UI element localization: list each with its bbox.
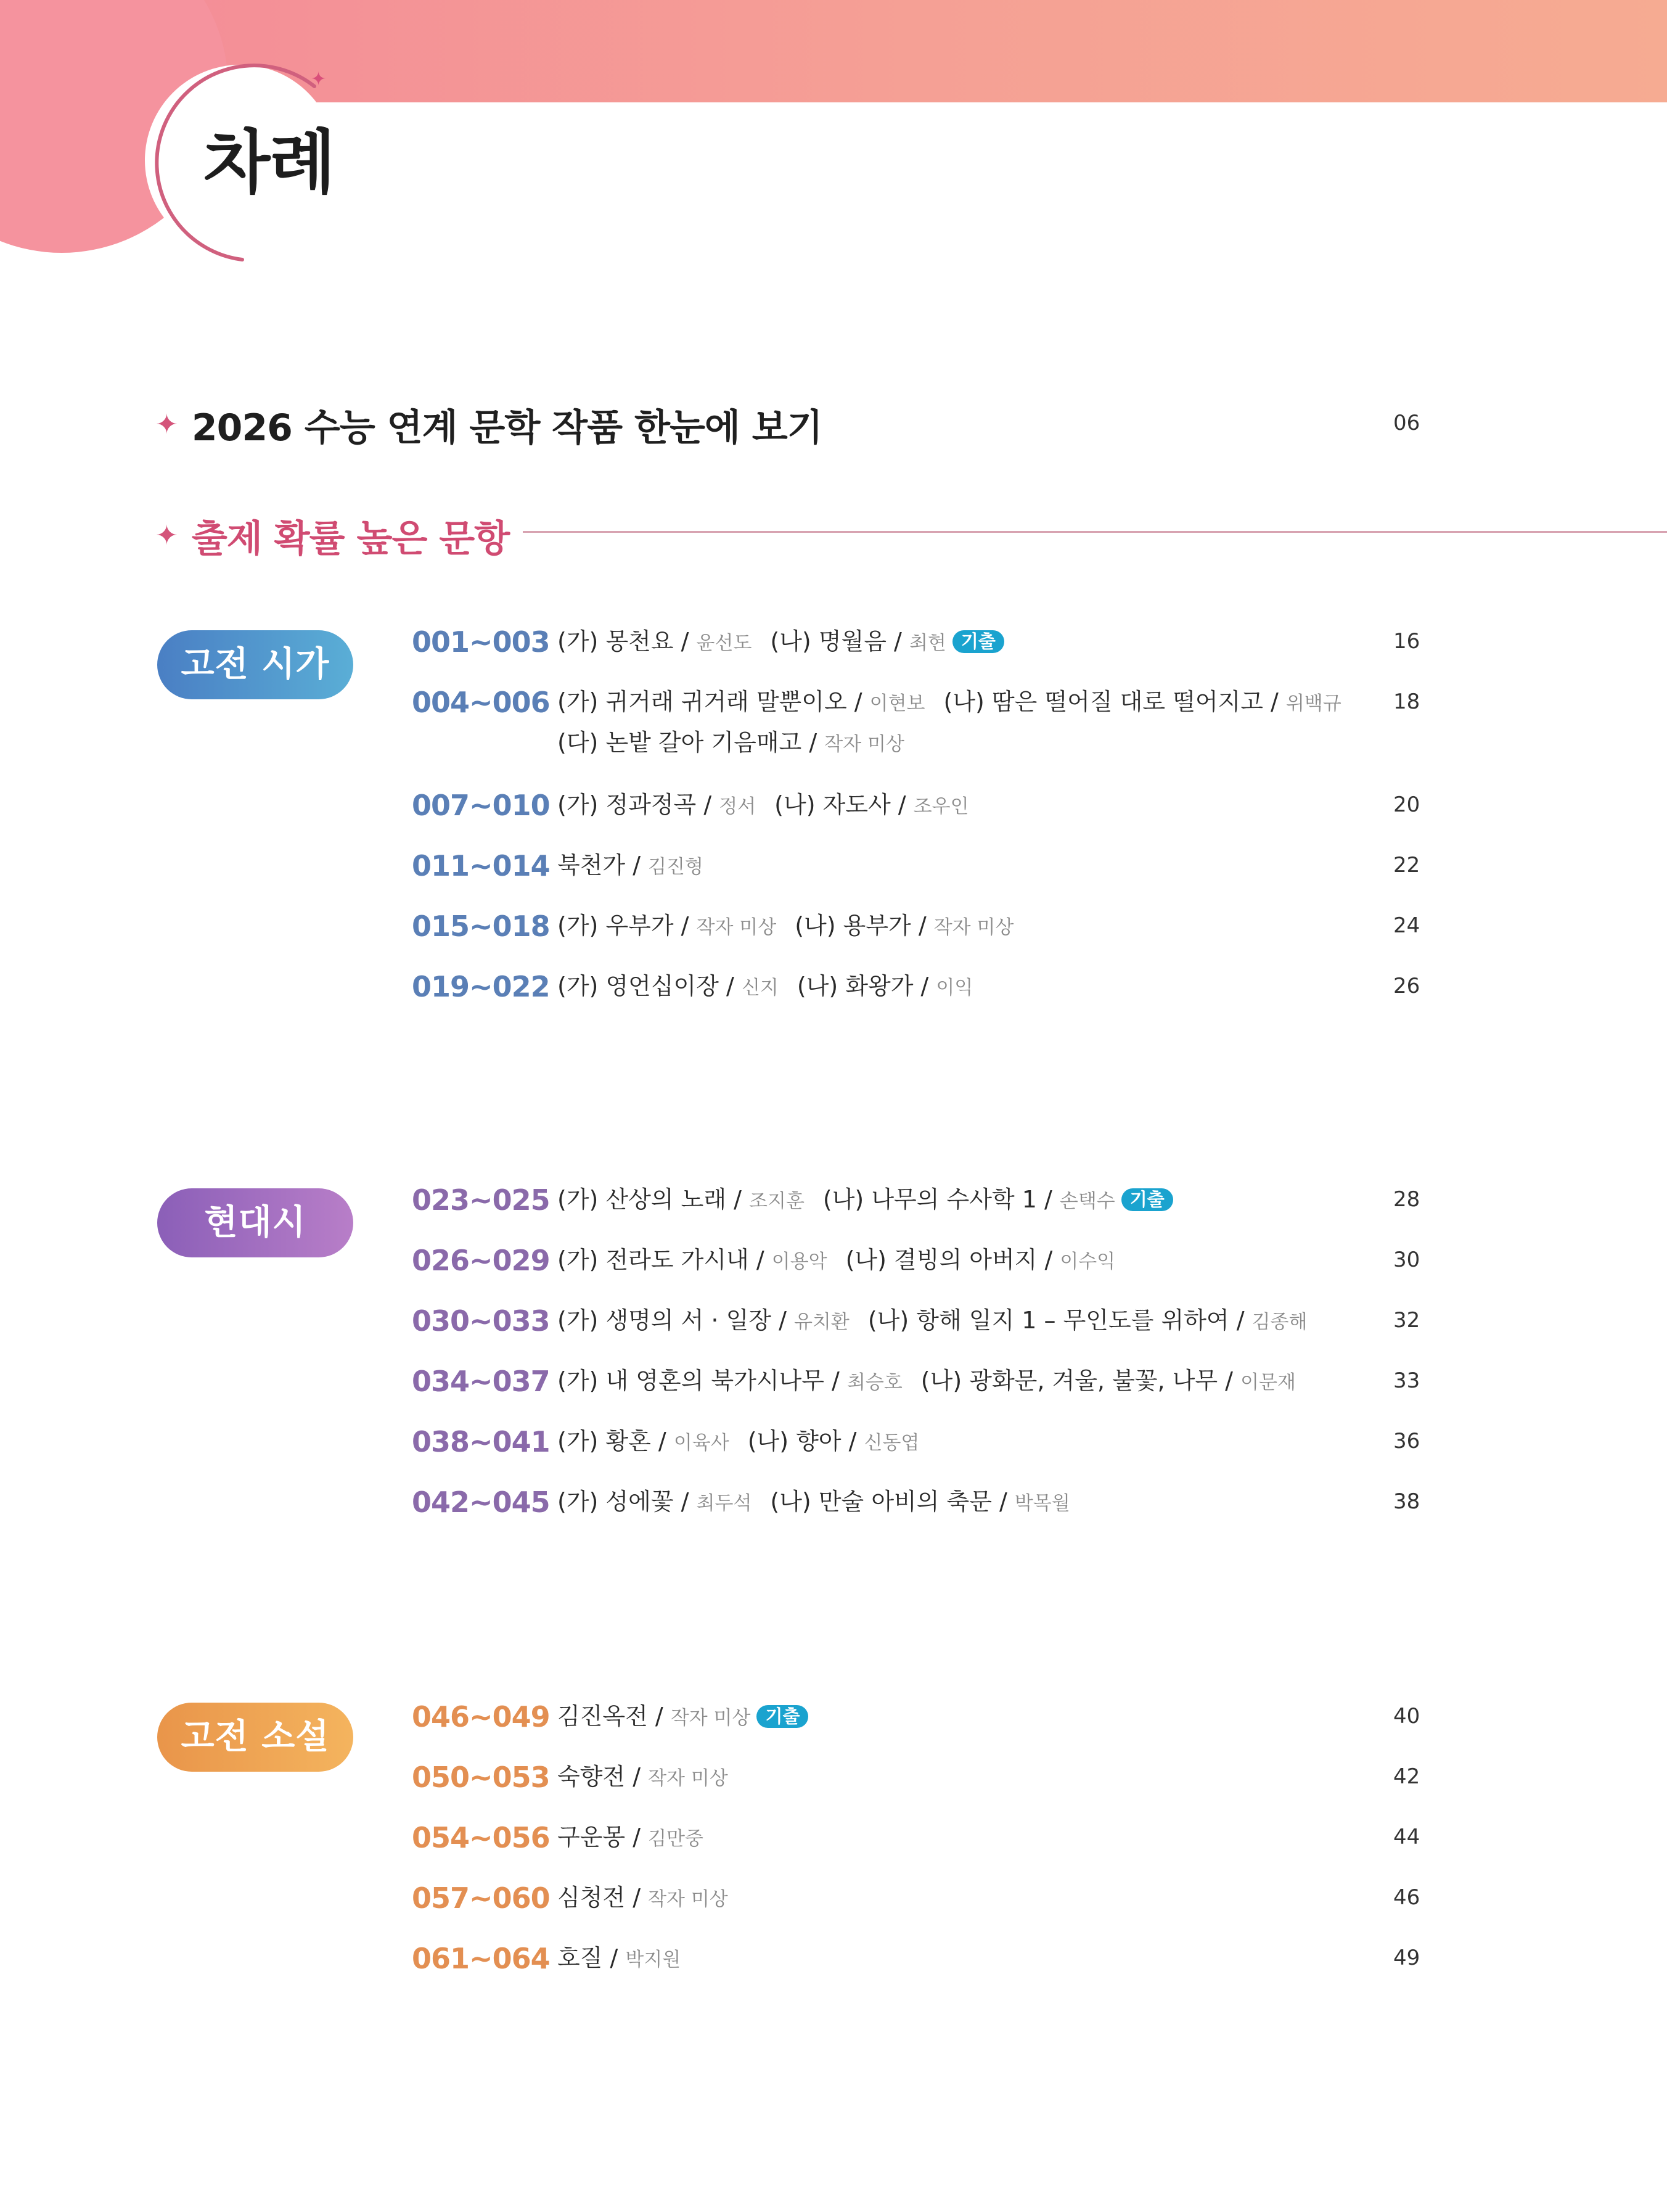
section-overview-page: 06 <box>1393 411 1420 435</box>
entry-number: 001~003 <box>412 625 550 659</box>
entry-page: 30 <box>1393 1248 1420 1272</box>
entry-author: 신동엽 <box>864 1432 920 1454</box>
entry-works: 호질 / 박지원 <box>557 1944 681 1971</box>
entry-works: 김진옥전 / 작자 미상 기출 <box>557 1703 808 1731</box>
entry-author: 이문재 <box>1240 1371 1296 1394</box>
divider <box>523 531 1667 533</box>
entry-author: 작자 미상 <box>824 733 904 755</box>
entry-author: 유치환 <box>793 1311 850 1333</box>
entry-page: 18 <box>1393 689 1420 714</box>
entry-works: (가) 황혼 / 이육사 (나) 향아 / 신동엽 <box>557 1428 920 1455</box>
entry-number: 011~014 <box>412 849 550 882</box>
entry-works: (가) 생명의 서 · 일장 / 유치환 (나) 항해 일지 1 – 무인도를 위하여 / 김종해 <box>557 1307 1308 1334</box>
entry-number: 023~025 <box>412 1183 550 1217</box>
entry-works: (가) 내 영혼의 북가시나무 / 최승호 (나) 광화문, 겨울, 불꽃, 나무 / 이문재 <box>557 1367 1296 1394</box>
entry-author: 김종해 <box>1251 1311 1308 1333</box>
entry-works: 구운몽 / 김만중 <box>557 1823 703 1851</box>
entry-author: 이육사 <box>673 1432 729 1454</box>
entry-author: 작자 미상 <box>648 1767 728 1790</box>
section-overview-title: 2026 수능 연계 문학 작품 한눈에 보기 <box>191 406 822 450</box>
entry-author: 정서 <box>719 796 756 818</box>
entry-author: 박목월 <box>1014 1492 1070 1515</box>
star-bullet-icon: ✦ <box>155 409 178 440</box>
entry-page: 40 <box>1393 1704 1420 1729</box>
entry-number: 054~056 <box>412 1821 550 1854</box>
sparkle-icon: ✦ <box>311 68 327 90</box>
entry-number: 004~006 <box>412 686 550 719</box>
entry-number: 034~037 <box>412 1365 550 1398</box>
entry-number: 046~049 <box>412 1700 550 1733</box>
entry-page: 49 <box>1393 1946 1420 1970</box>
entry-works: (가) 우부가 / 작자 미상 (나) 용부가 / 작자 미상 <box>557 912 1014 939</box>
entry-works: (가) 영언십이장 / 신지 (나) 화왕가 / 이익 <box>557 972 973 1000</box>
entry-works: (가) 산상의 노래 / 조지훈 (나) 나무의 수사학 1 / 손택수 기출 <box>557 1186 1173 1214</box>
entry-author: 작자 미상 <box>933 916 1014 939</box>
entry-author: 김진형 <box>648 856 703 878</box>
entry-page: 44 <box>1393 1825 1420 1849</box>
entry-author: 조우인 <box>913 796 969 818</box>
entry-number: 042~045 <box>412 1486 550 1519</box>
entry-works: 숙향전 / 작자 미상 <box>557 1763 728 1790</box>
entry-author: 작자 미상 <box>696 916 777 939</box>
entry-author: 작자 미상 <box>648 1888 728 1910</box>
entry-author: 손택수 <box>1059 1190 1115 1212</box>
entry-author: 최두석 <box>696 1492 752 1515</box>
entry-page: 36 <box>1393 1429 1420 1453</box>
section-high-probability-title: 출제 확률 높은 문항 <box>191 517 510 561</box>
entry-number: 061~064 <box>412 1942 550 1975</box>
entry-author: 작자 미상 <box>670 1707 751 1729</box>
section-overview[interactable] <box>155 398 822 451</box>
entry-works-line2: (다) 논밭 갈아 기음매고 / 작자 미상 <box>557 729 904 756</box>
entry-works: 심청전 / 작자 미상 <box>557 1884 728 1911</box>
category-modern-poetry: 현대시 <box>157 1188 353 1257</box>
entry-author: 신지 <box>741 977 779 999</box>
entry-author: 이현보 <box>869 693 925 715</box>
entry-page: 28 <box>1393 1187 1420 1212</box>
entry-author: 조지훈 <box>749 1190 805 1212</box>
entry-page: 46 <box>1393 1885 1420 1910</box>
entry-author: 이익 <box>936 977 973 999</box>
entry-author: 이용악 <box>771 1251 827 1273</box>
past-exam-badge: 기출 <box>756 1705 808 1728</box>
entry-page: 38 <box>1393 1489 1420 1514</box>
entry-works: (가) 성에꽃 / 최두석 (나) 만술 아비의 축문 / 박목월 <box>557 1488 1070 1515</box>
entry-page: 24 <box>1393 913 1420 938</box>
entry-page: 26 <box>1393 974 1420 998</box>
entry-number: 019~022 <box>412 970 550 1003</box>
entry-author: 위백규 <box>1285 693 1341 715</box>
entry-page: 20 <box>1393 792 1420 817</box>
entry-works: (가) 귀거래 귀거래 말뿐이오 / 이현보 (나) 땀은 떨어질 대로 떨어지고 / 위백규 <box>557 688 1341 715</box>
entry-works: (가) 정과정곡 / 정서 (나) 자도사 / 조우인 <box>557 791 969 818</box>
entry-author: 최승호 <box>846 1371 903 1394</box>
entry-works: (가) 전라도 가시내 / 이용악 (나) 결빙의 아버지 / 이수익 <box>557 1246 1116 1273</box>
past-exam-badge: 기출 <box>952 630 1004 653</box>
entry-number: 057~060 <box>412 1881 550 1915</box>
entry-author: 박지원 <box>625 1949 681 1971</box>
entry-page: 16 <box>1393 629 1420 654</box>
entry-page: 33 <box>1393 1368 1420 1393</box>
entry-page: 42 <box>1393 1764 1420 1789</box>
entry-author: 이수익 <box>1060 1251 1116 1273</box>
entry-number: 007~010 <box>412 789 550 822</box>
category-classic-novel: 고전 소설 <box>157 1703 353 1772</box>
page-title: 차례 <box>203 123 335 203</box>
entry-page: 22 <box>1393 853 1420 878</box>
section-high-probability <box>155 509 509 562</box>
category-classic-poetry: 고전 시가 <box>157 630 353 699</box>
star-bullet-icon: ✦ <box>155 520 178 551</box>
past-exam-badge: 기출 <box>1121 1188 1173 1211</box>
entry-number: 026~029 <box>412 1244 550 1277</box>
entry-number: 038~041 <box>412 1425 550 1458</box>
entry-number: 050~053 <box>412 1761 550 1794</box>
entry-page: 32 <box>1393 1308 1420 1333</box>
entry-number: 030~033 <box>412 1304 550 1338</box>
entry-works: (가) 몽천요 / 윤선도 (나) 명월음 / 최현 기출 <box>557 628 1004 656</box>
entry-author: 윤선도 <box>696 632 752 654</box>
entry-author: 최현 <box>909 632 946 654</box>
entry-author: 김만중 <box>648 1828 703 1850</box>
entry-works: 북천가 / 김진형 <box>557 852 703 879</box>
entry-number: 015~018 <box>412 910 550 943</box>
